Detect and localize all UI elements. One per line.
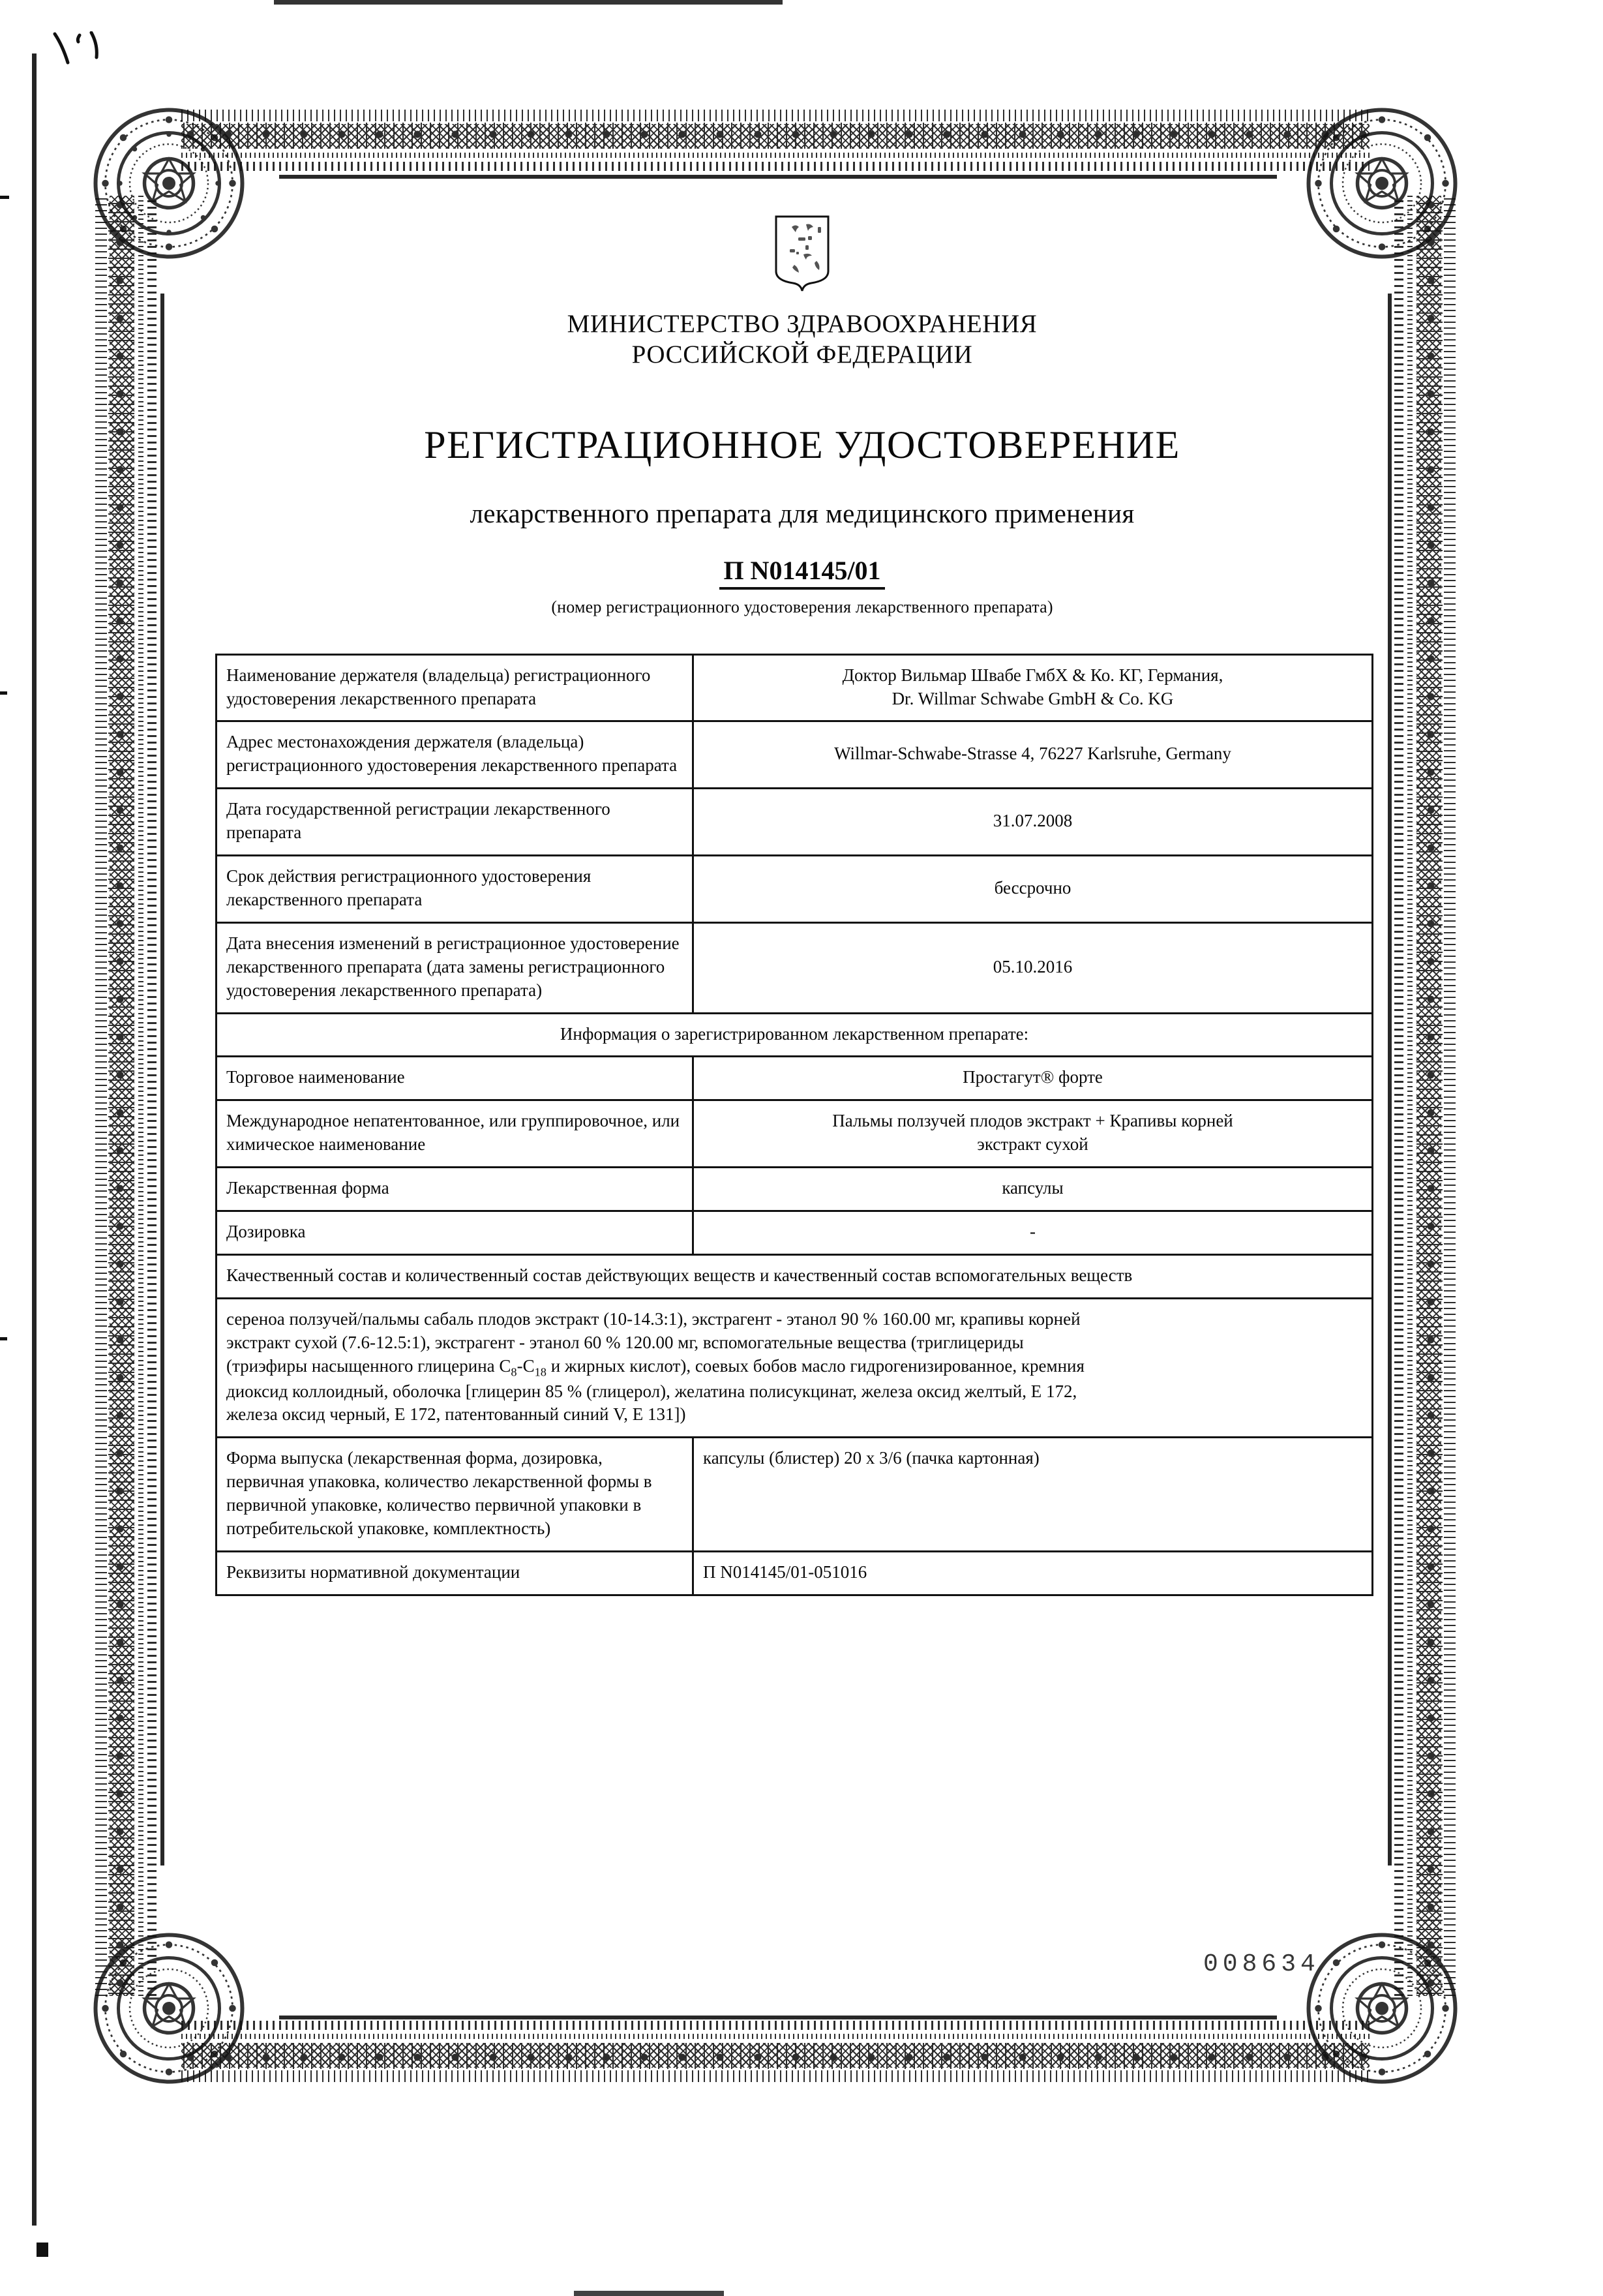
russian-coat-of-arms-icon [772,215,832,292]
table-row [217,789,1373,856]
row-value: Простагут® форте [693,1057,1373,1100]
page-title: РЕГИСТРАЦИОННОЕ УДОСТОВЕРЕНИЕ [424,423,1180,466]
table-row [217,1100,1373,1168]
registration-number-caption: (номер регистрационного удостоверения лекарственного препарата) [551,597,1053,616]
serial-number: 008634 [1203,1950,1320,1978]
composition-line: сереноа ползучей/пальмы сабаль плодов экстракт (10-14.3:1), экстрагент - этанол 90 % 160.00 мг, крапивы корней [226,1308,1081,1329]
table-row [217,1211,1373,1255]
scan-tick [0,1337,7,1340]
row-label: Наименование держателя (владельца) регистрационного удостоверения лекарственного препарата [217,654,693,721]
row-value: бессрочно [693,856,1373,923]
page-subtitle: лекарственного препарата для медицинского применения [470,498,1135,528]
registration-number [215,555,1389,586]
border-band-right [1393,196,1456,1996]
corner-rosette-icon [87,1927,250,2090]
row-value-line-1: Willmar-Schwabe-Strasse 4, 76227 Karlsruhe, Germany [834,744,1231,764]
row-value [693,1100,1373,1168]
table-row [217,1551,1373,1595]
document-body [215,215,1389,1596]
table-row [217,922,1373,1013]
row-value [693,654,1373,721]
row-label: Форма выпуска (лекарственная форма, дозировка, первичная упаковка, количество лекарственной формы в первичной упаковке, количество первичной упаковки в потребительской упаковке, комплектность) [217,1438,693,1552]
scan-tick [0,691,7,695]
row-label: Срок действия регистрационного удостоверения лекарственного препарата [217,856,693,923]
composition-line: экстракт сухой (7.6-12.5:1), экстрагент - этанол 60 % 120.00 мг, вспомогательные вещества (триглицериды [226,1332,1024,1352]
scan-speck [37,2243,48,2257]
product-info-banner: Информация о зарегистрированном лекарственном препарате: [217,1013,1373,1057]
handwritten-mark [51,31,123,70]
row-value-line-2: экстракт сухой [977,1134,1088,1155]
row-label: Реквизиты нормативной документации [217,1551,693,1595]
ministry-line-2: РОССИЙСКОЙ ФЕДЕРАЦИИ [631,340,973,369]
corner-rosette-icon [1300,1927,1463,2090]
row-label: Дата государственной регистрации лекарственного препарата [217,789,693,856]
border-band-top [181,110,1370,172]
table-row [217,654,1373,721]
row-value-line-1: Доктор Вильмар Швабе ГмбХ & Ко. КГ, Германия, [842,665,1223,685]
row-label: Адрес местонахождения держателя (владельца) регистрационного удостоверения лекарственного препарата [217,721,693,789]
registration-details-table [215,654,1373,1596]
border-rule-top [279,175,1277,179]
border-band-bottom [181,2019,1370,2082]
table-row [217,1438,1373,1552]
scan-edge-bottom [574,2291,724,2296]
row-value: - [693,1211,1373,1255]
table-row [217,1255,1373,1299]
row-label: Лекарственная форма [217,1168,693,1211]
scan-tick [0,196,9,199]
row-value: П N014145/01-051016 [693,1551,1373,1595]
scan-edge-line [32,53,37,2226]
table-row [217,856,1373,923]
composition-line: диоксид коллоидный, оболочка [глицерин 85 % (глицерол), желатина полисукцинат, железа оксид желтый, Е 172, [226,1381,1077,1401]
row-value: капсулы [693,1168,1373,1211]
registration-number-value: П N014145/01 [719,556,884,590]
row-label: Дата внесения изменений в регистрационное удостоверение лекарственного препарата (дата замены регистрационного удостоверения лекарственного препарата) [217,922,693,1013]
composition-header: Качественный состав и количественный состав действующих веществ и качественный состав вспомогательных веществ [217,1255,1373,1299]
row-value-line-1: Пальмы ползучей плодов экстракт + Крапивы корней [832,1111,1233,1131]
border-rule-bottom [279,2016,1277,2019]
row-value: капсулы (блистер) 20 x 3/6 (пачка картонная) [693,1438,1373,1552]
table-banner-row [217,1013,1373,1057]
composition-body [217,1298,1373,1437]
composition-line: железа оксид черный, Е 172, патентованный синий V, Е 131]) [226,1404,686,1425]
table-row [217,1168,1373,1211]
ministry-line-1: МИНИСТЕРСТВО ЗДРАВООХРАНЕНИЯ [567,310,1038,338]
row-label: Международное непатентованное, или группировочное, или химическое наименование [217,1100,693,1168]
border-band-left [95,196,158,1996]
table-row [217,721,1373,789]
row-value-line-2: Dr. Willmar Schwabe GmbH & Co. KG [891,688,1174,708]
scan-edge-top [274,0,783,5]
row-label: Дозировка [217,1211,693,1255]
composition-line: (триэфиры насыщенного глицерина $C_8-C_{18}$ и жирных кислот), соевых бобов масло гидрогенизированное, кремния [226,1355,1085,1379]
table-row [217,1057,1373,1100]
row-value: 05.10.2016 [693,922,1373,1013]
border-rule-left [160,294,164,1865]
table-row [217,1298,1373,1437]
row-value [693,721,1373,789]
row-value: 31.07.2008 [693,789,1373,856]
row-label: Торговое наименование [217,1057,693,1100]
